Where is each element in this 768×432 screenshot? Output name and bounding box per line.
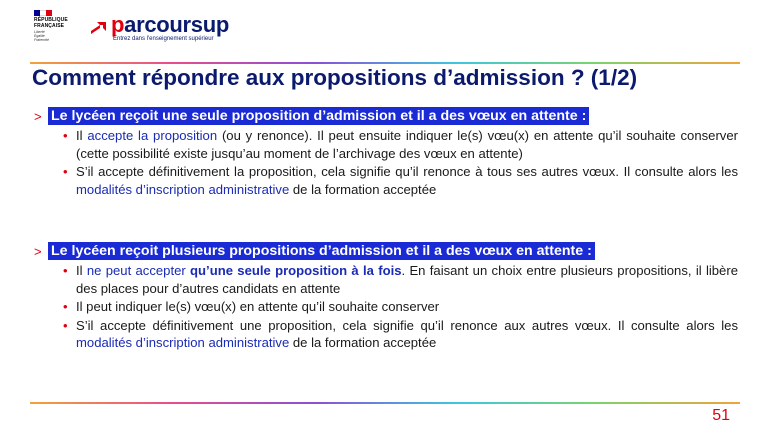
republique-francaise-logo — [34, 10, 74, 42]
parcoursup-tagline: Entrez dans l'enseignement supérieur — [113, 36, 214, 42]
parcoursup-logo — [88, 14, 229, 42]
header-separator — [30, 62, 740, 64]
list-item: • S’il accepte définitivement une proposition, cela signifie qu’il renonce aux autres vœux. Il consulte alors les modalités d’inscription administrative de la formation acceptée — [76, 317, 738, 352]
admin-registration-text: modalités d’inscription administrative — [76, 181, 290, 197]
cannot-accept-text: ne peut accepter — [86, 263, 186, 278]
chevron-right-icon: > — [34, 243, 42, 259]
section-heading: Le lycéen reçoit plusieurs propositions d’admission et il a des vœux en attente : — [48, 242, 595, 260]
list-item: • Il ne peut accepter qu’une seule proposition à la fois. En faisant un choix entre plusieurs propositions, il libère des places pour d’autres candidats en attente — [76, 262, 738, 297]
bullet-list — [34, 127, 738, 198]
parcoursup-wordmark: parcoursup — [111, 12, 230, 37]
admin-registration-text: modalités d’inscription administrative — [76, 335, 290, 351]
republique-text: RÉPUBLIQUE FRANÇAISE — [34, 17, 68, 29]
section-single-proposal — [34, 107, 738, 199]
footer-separator — [30, 402, 740, 404]
section-multiple-proposals — [34, 242, 738, 353]
section-heading: Le lycéen reçoit une seule proposition d’admission et il a des vœux en attente : — [48, 107, 589, 125]
parcoursup-arrow-icon — [88, 18, 110, 40]
list-item: • S’il accepte définitivement la proposition, cela signifie qu’il renonce à tous ses autres vœux. Il consulte alors les modalités d’inscription administrative de la formation acceptée — [76, 163, 738, 198]
french-flag-icon — [34, 10, 52, 16]
accept-proposal-text: accepte la proposition — [87, 128, 218, 143]
republique-motto: Liberté Égalité Fraternité — [34, 30, 49, 42]
slide-title: Comment répondre aux propositions d’admission ? (1/2) — [32, 65, 638, 90]
list-item: • Il accepte la proposition (ou y renonce). Il peut ensuite indiquer le(s) vœu(x) en attente qu’il souhaite conserver (cette possibilité existe jusqu’au moment de l’archivage des vœux en attente) — [76, 127, 738, 162]
one-at-a-time-text: qu’une seule proposition à la fois — [185, 263, 402, 278]
page-number: 51 — [712, 407, 730, 424]
chevron-right-icon: > — [34, 108, 42, 124]
bullet-list — [34, 262, 738, 352]
list-item: • Il peut indiquer le(s) vœu(x) en attente qu’il souhaite conserver — [76, 298, 738, 316]
